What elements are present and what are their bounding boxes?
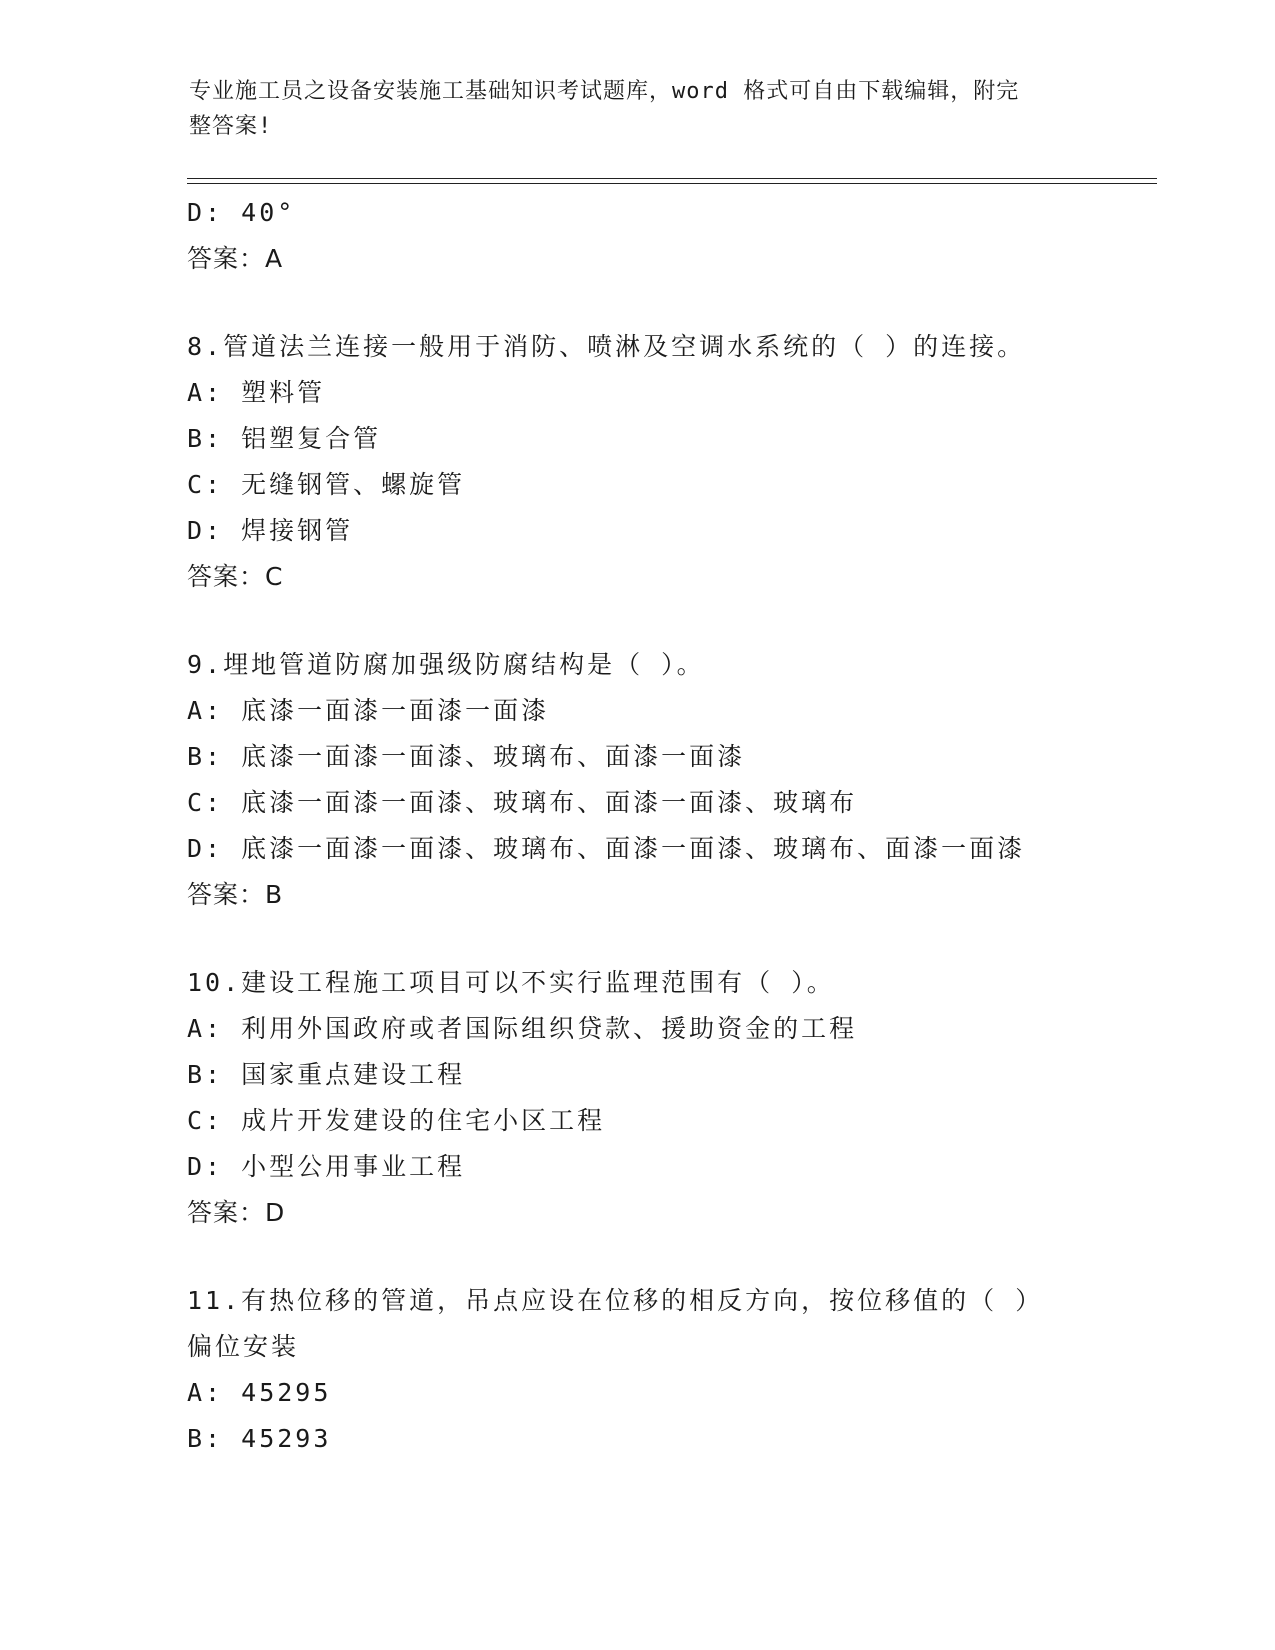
spacer	[187, 918, 1167, 960]
option-d: D: 40°	[187, 198, 296, 227]
answer-line: 答案：A	[187, 244, 284, 273]
header-divider-top	[187, 178, 1157, 179]
option-d: D: 底漆一面漆一面漆、玻璃布、面漆一面漆、玻璃布、面漆一面漆	[187, 834, 1026, 863]
question-stem: 9.埋地管道防腐加强级防腐结构是（ ）。	[187, 650, 705, 679]
option-d: D: 焊接钢管	[187, 516, 354, 545]
previous-question-fragment	[187, 190, 1167, 282]
option-b: B: 底漆一面漆一面漆、玻璃布、面漆一面漆	[187, 742, 746, 771]
spacer	[187, 600, 1167, 642]
option-b: B: 45293	[187, 1424, 332, 1453]
document-header	[189, 74, 1089, 144]
option-a: A: 利用外国政府或者国际组织贷款、援助资金的工程	[187, 1014, 858, 1043]
header-title-line-1: 专业施工员之设备安装施工基础知识考试题库，word 格式可自由下载编辑，附完	[189, 79, 1020, 104]
spacer	[187, 282, 1167, 324]
option-a: A: 45295	[187, 1378, 332, 1407]
header-divider-bottom	[187, 183, 1157, 184]
option-a: A: 底漆一面漆一面漆一面漆	[187, 696, 550, 725]
option-d: D: 小型公用事业工程	[187, 1152, 466, 1181]
question-8	[187, 324, 1167, 600]
answer-line: 答案：D	[187, 1198, 286, 1227]
question-10	[187, 960, 1167, 1236]
option-b: B: 国家重点建设工程	[187, 1060, 466, 1089]
document-body	[187, 190, 1167, 1462]
option-c: C: 成片开发建设的住宅小区工程	[187, 1106, 606, 1135]
question-11	[187, 1278, 1167, 1462]
answer-line: 答案：C	[187, 562, 284, 591]
question-stem: 10.建设工程施工项目可以不实行监理范围有（ ）。	[187, 968, 835, 997]
option-c: C: 无缝钢管、螺旋管	[187, 470, 466, 499]
question-stem-line-1: 11.有热位移的管道，吊点应设在位移的相反方向，按位移值的（ ）	[187, 1286, 1044, 1315]
spacer	[187, 1236, 1167, 1278]
question-stem: 8.管道法兰连接一般用于消防、喷淋及空调水系统的（ ）的连接。	[187, 332, 1026, 361]
option-c: C: 底漆一面漆一面漆、玻璃布、面漆一面漆、玻璃布	[187, 788, 858, 817]
option-a: A: 塑料管	[187, 378, 326, 407]
question-9	[187, 642, 1167, 918]
question-stem-line-2: 偏位安装	[187, 1332, 300, 1361]
option-b: B: 铝塑复合管	[187, 424, 382, 453]
answer-line: 答案：B	[187, 880, 284, 909]
header-title-line-2: 整答案!	[189, 114, 273, 139]
